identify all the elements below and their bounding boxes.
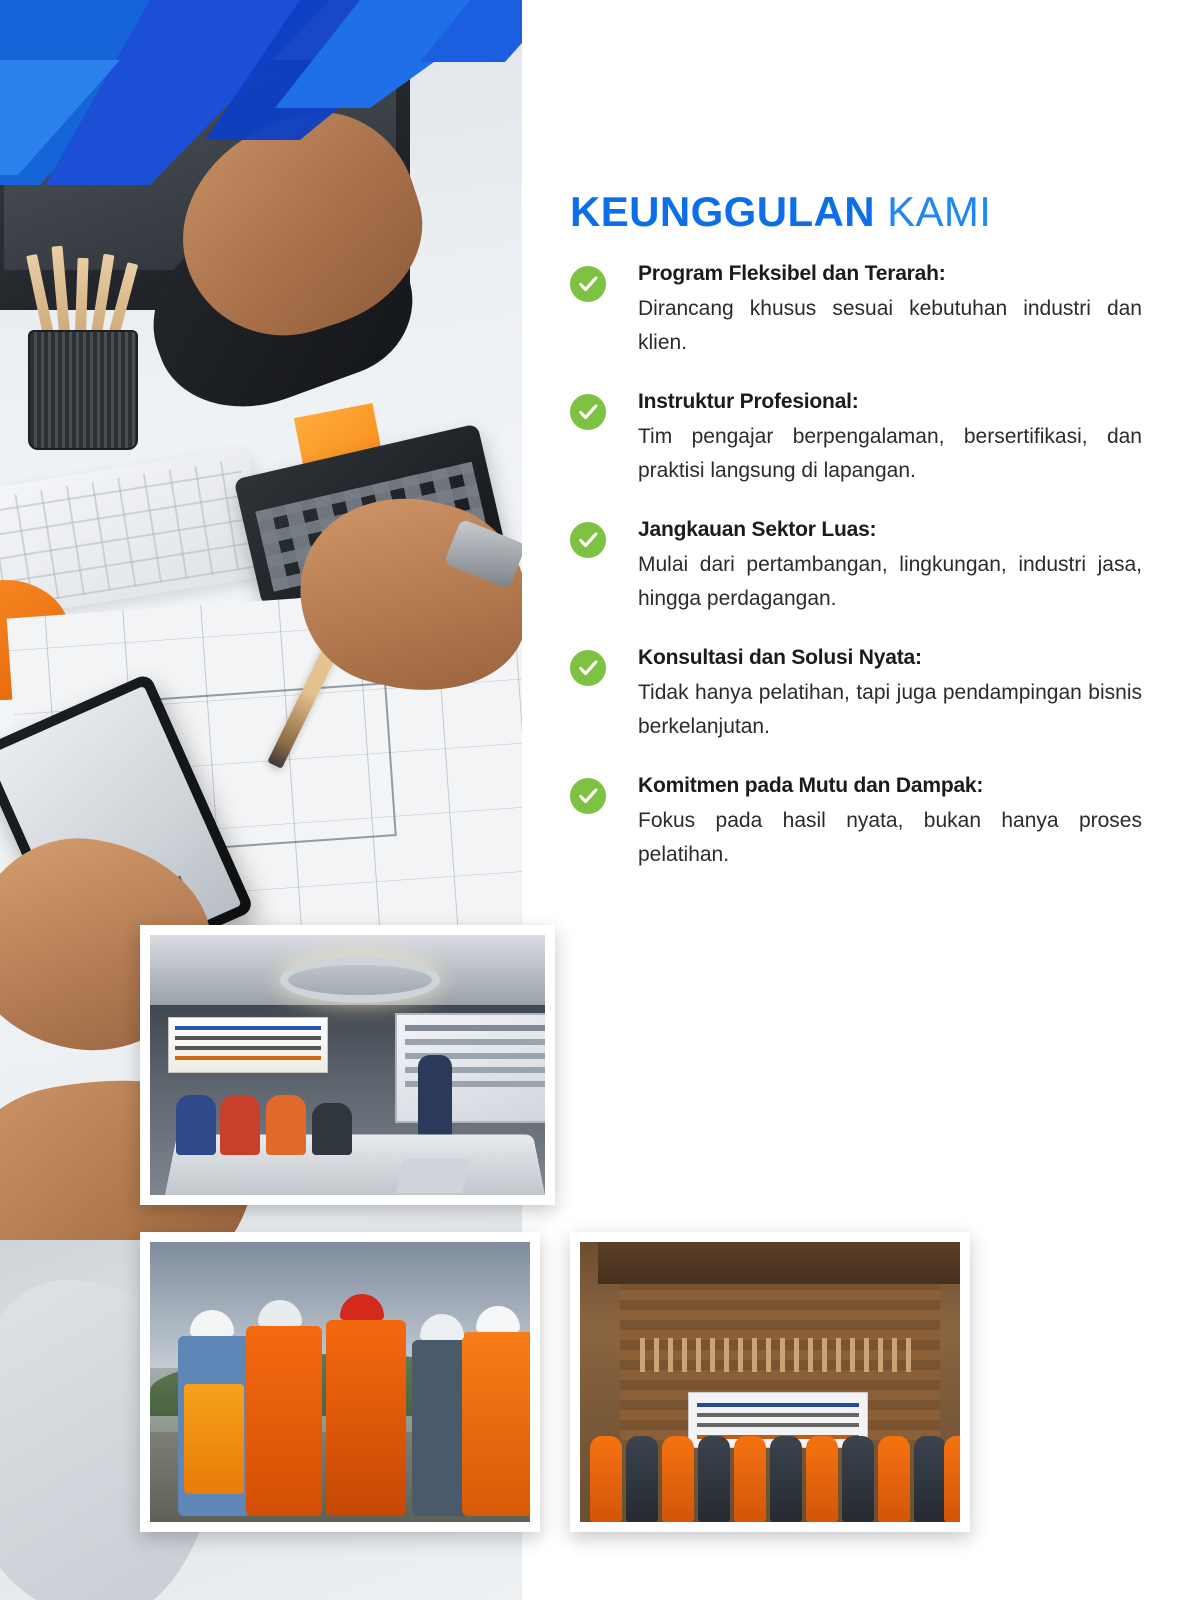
list-item — [570, 774, 1142, 872]
roof-shape — [598, 1242, 960, 1284]
participant-shape — [312, 1103, 352, 1155]
presenter-shape — [418, 1055, 452, 1147]
worker-shape — [246, 1326, 322, 1516]
laptop-shape — [396, 1159, 469, 1193]
group-participants-wooden-building-photo — [570, 1232, 970, 1532]
training-meeting-room-presentation-photo — [140, 925, 555, 1205]
check-icon — [570, 650, 606, 686]
worker-shape — [178, 1336, 250, 1516]
advantage-title: Program Fleksibel dan Terarah: — [638, 262, 946, 285]
event-banner-shape — [168, 1017, 328, 1073]
worker-shape — [462, 1332, 530, 1516]
page-title-bold: KEUNGGULAN — [570, 188, 875, 235]
advantage-title: Instruktur Profesional: — [638, 390, 859, 414]
participants-group-shape — [580, 1412, 960, 1522]
pencil-cup-shape — [28, 330, 138, 450]
participant-shape — [176, 1095, 216, 1155]
meeting-photo-content — [150, 935, 545, 1195]
advantage-title: Jangkauan Sektor Luas: — [638, 518, 877, 542]
advantage-description: Tidak hanya pelatihan, tapi juga pendampingan bisnis berkelanjutan. — [638, 681, 1142, 739]
list-item — [570, 518, 1142, 616]
check-icon — [570, 522, 606, 558]
check-icon — [570, 778, 606, 814]
balcony-railing-shape — [640, 1338, 920, 1372]
page-title — [570, 188, 991, 236]
participant-shape — [266, 1095, 306, 1155]
advantage-title: Komitmen pada Mutu dan Dampak: — [638, 774, 984, 798]
advantage-description: Dirancang khusus sesuai kebutuhan industri dan klien. — [638, 297, 1142, 355]
advantage-description: Mulai dari pertambangan, lingkungan, industri jasa, hingga perdagangan. — [638, 553, 1142, 611]
advantages-list — [570, 262, 1142, 902]
check-icon — [570, 266, 606, 302]
list-item — [570, 646, 1142, 744]
workers-photo-content — [150, 1242, 530, 1522]
participant-shape — [220, 1095, 260, 1155]
advantage-description: Fokus pada hasil nyata, bukan hanya proses pelatihan. — [638, 809, 1142, 867]
field-workers-safety-vest-helmet-photo — [140, 1232, 540, 1532]
ceiling-light-shape — [280, 957, 440, 1003]
advantage-description: Tim pengajar berpengalaman, bersertifikasi, dan praktisi langsung di lapangan. — [638, 425, 1142, 483]
list-item — [570, 262, 1142, 360]
page-title-light: KAMI — [887, 188, 992, 235]
group-photo-content — [580, 1242, 960, 1522]
list-item — [570, 390, 1142, 488]
advantage-title: Konsultasi dan Solusi Nyata: — [638, 646, 922, 670]
worker-shape — [326, 1320, 406, 1516]
check-icon — [570, 394, 606, 430]
